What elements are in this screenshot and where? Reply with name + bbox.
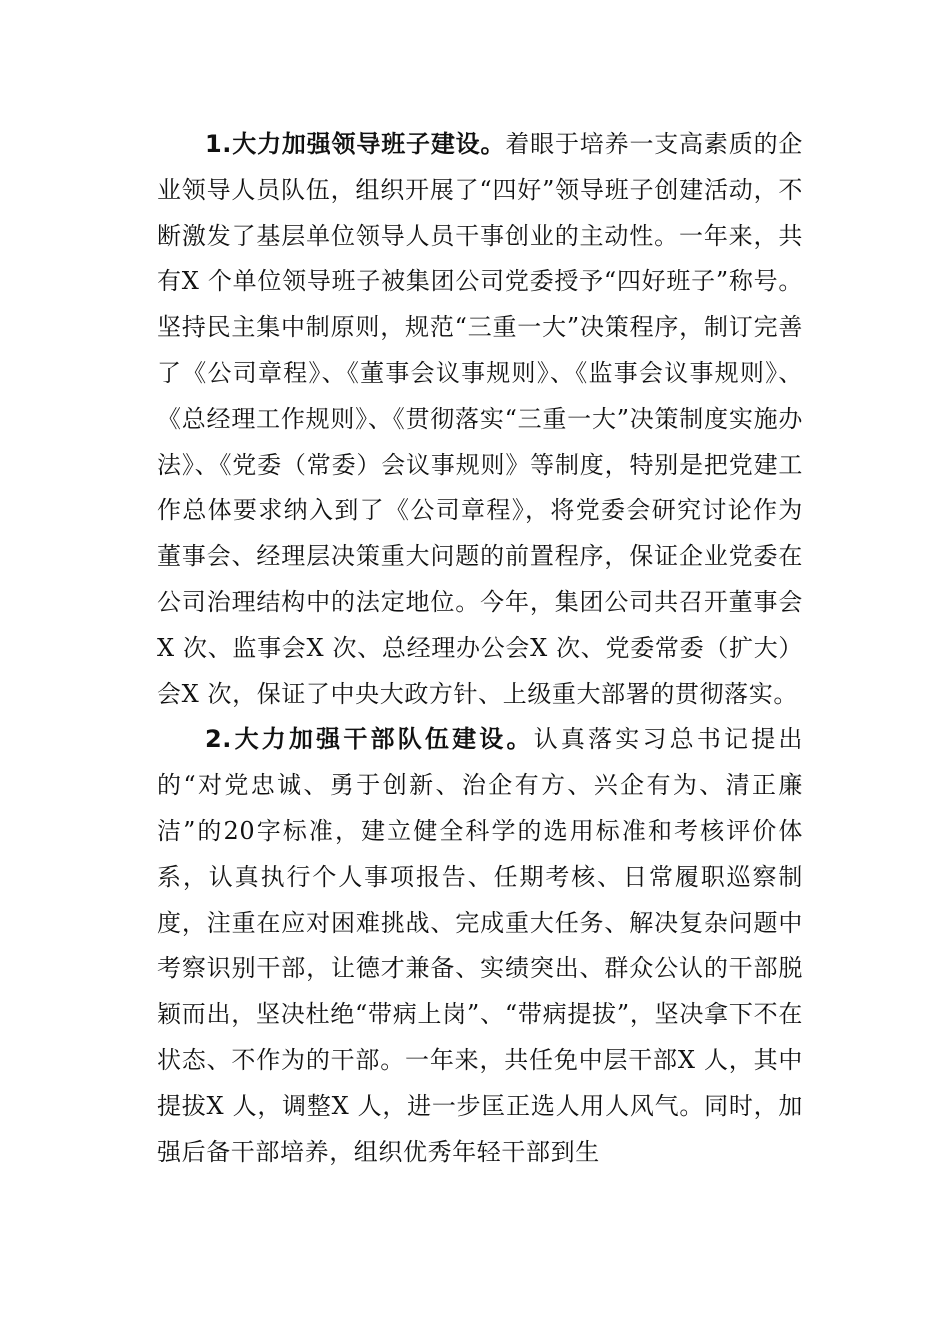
- paragraph-text: 着眼于培养一支高素质的企业领导人员队伍，组织开展了“四好”领导班子创建活动，不断激发了基层单位领导人员干事创业的主动性。一年来，共有X 个单位领导班子被集团公司党委授予“四好班子”称号。坚持民主集中制原则，规范“三重一大”决策程序，制订完善了《公司章程》、《董事会议事规则》、《监事会议事规则》、《总经理工作规则》、《贯彻落实“三重一大”决策制度实施办法》、《党委（常委）会议事规则》等制度，特别是把党建工作总体要求纳入到了《公司章程》，将党委会研究讨论作为董事会、经理层决策重大问题的前置程序，保证企业党委在公司治理结构中的法定地位。今年，集团公司共召开董事会X 次、监事会X 次、总经理办公会X 次、党委常委（扩大）会X 次，保证了中央大政方针、上级重大部署的贯彻落实。: [157, 130, 804, 708]
- paragraph-cadre: [157, 717, 803, 1175]
- paragraph-leadership: [157, 122, 803, 717]
- paragraph-heading: 1.大力加强领导班子建设。: [205, 130, 506, 158]
- paragraph-text: 认真落实习总书记提出的“对党忠诚、勇于创新、治企有方、兴企有为、清正廉洁”的20字标准，建立健全科学的选用标准和考核评价体系，认真执行个人事项报告、任期考核、日常履职巡察制度，注重在应对困难挑战、完成重大任务、解决复杂问题中考察识别干部，让德才兼备、实绩突出、群众公认的干部脱颖而出，坚决杜绝“带病上岗”、“带病提拔”，坚决拿下不在状态、不作为的干部。一年来，共任免中层干部X 人，其中提拔X 人，调整X 人，进一步匡正选人用人风气。同时，加强后备干部培养，组织优秀年轻干部到生: [157, 725, 803, 1166]
- document-body: [157, 122, 803, 1175]
- paragraph-heading: 2.大力加强干部队伍建设。: [205, 725, 534, 754]
